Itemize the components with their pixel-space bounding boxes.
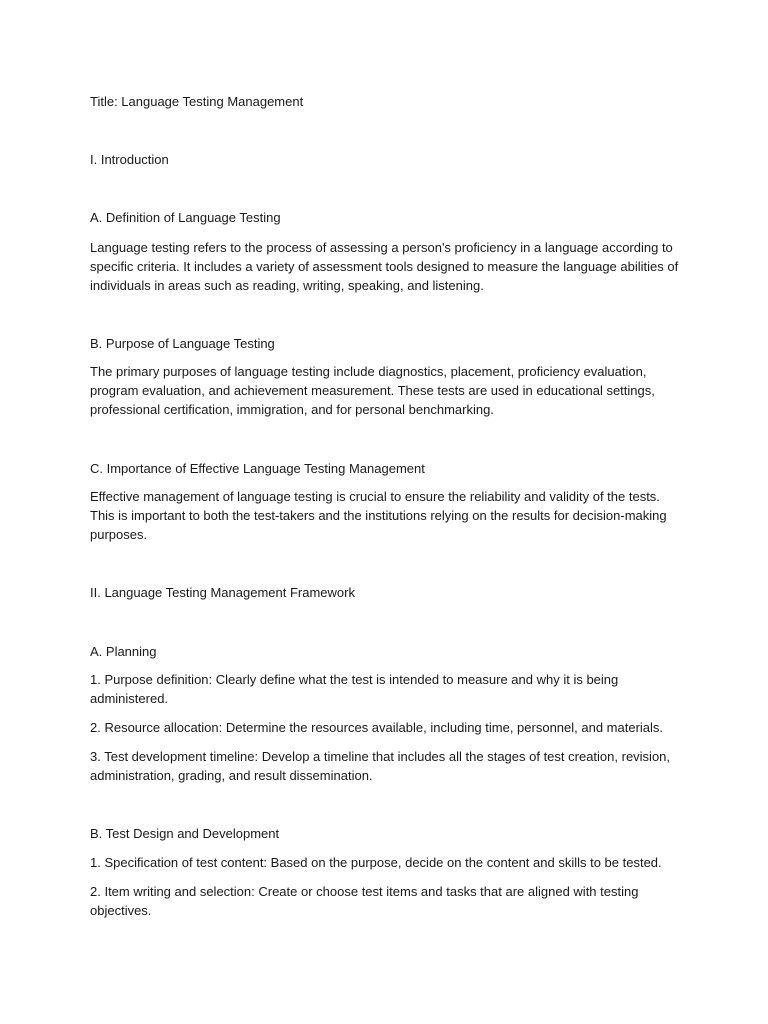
subheading-planning: A. Planning <box>90 644 157 659</box>
subheading-design: B. Test Design and Development <box>90 826 280 841</box>
subheading-purpose: B. Purpose of Language Testing <box>90 336 275 351</box>
section-heading-framework: II. Language Testing Management Framework <box>90 585 355 600</box>
paragraph-definition: Language testing refers to the process of assessing a person's proficiency in a language according to specific criteria. It includes a variety of assessment tools designed to measure the language abilities of individuals in areas such as reading, writing, speaking, and listening. <box>90 240 679 293</box>
list-item: 2. Resource allocation: Determine the resources available, including time, personnel, and materials. <box>90 720 664 735</box>
list-item: 3. Test development timeline: Develop a timeline that includes all the stages of test creation, revision, administration, grading, and result dissemination. <box>90 749 671 783</box>
paragraph-importance: Effective management of language testing is crucial to ensure the reliability and validity of the tests. This is important to both the test-takers and the institutions relying on the results for decision-making purposes. <box>90 489 667 542</box>
list-item: 1. Purpose definition: Clearly define what the test is intended to measure and why it is being administered. <box>90 672 619 706</box>
subheading-definition: A. Definition of Language Testing <box>90 210 281 225</box>
document-title: Title: Language Testing Management <box>90 94 304 109</box>
paragraph-purpose: The primary purposes of language testing include diagnostics, placement, proficiency evaluation, program evaluation, and achievement measurement. These tests are used in educational settings, professional certification, immigration, and for personal benchmarking. <box>90 364 655 417</box>
subheading-importance: C. Importance of Effective Language Testing Management <box>90 461 425 476</box>
list-item: 1. Specification of test content: Based on the purpose, decide on the content and skills to be tested. <box>90 855 662 870</box>
list-item: 2. Item writing and selection: Create or choose test items and tasks that are aligned with testing objectives. <box>90 884 639 918</box>
section-heading-introduction: I. Introduction <box>90 152 169 167</box>
